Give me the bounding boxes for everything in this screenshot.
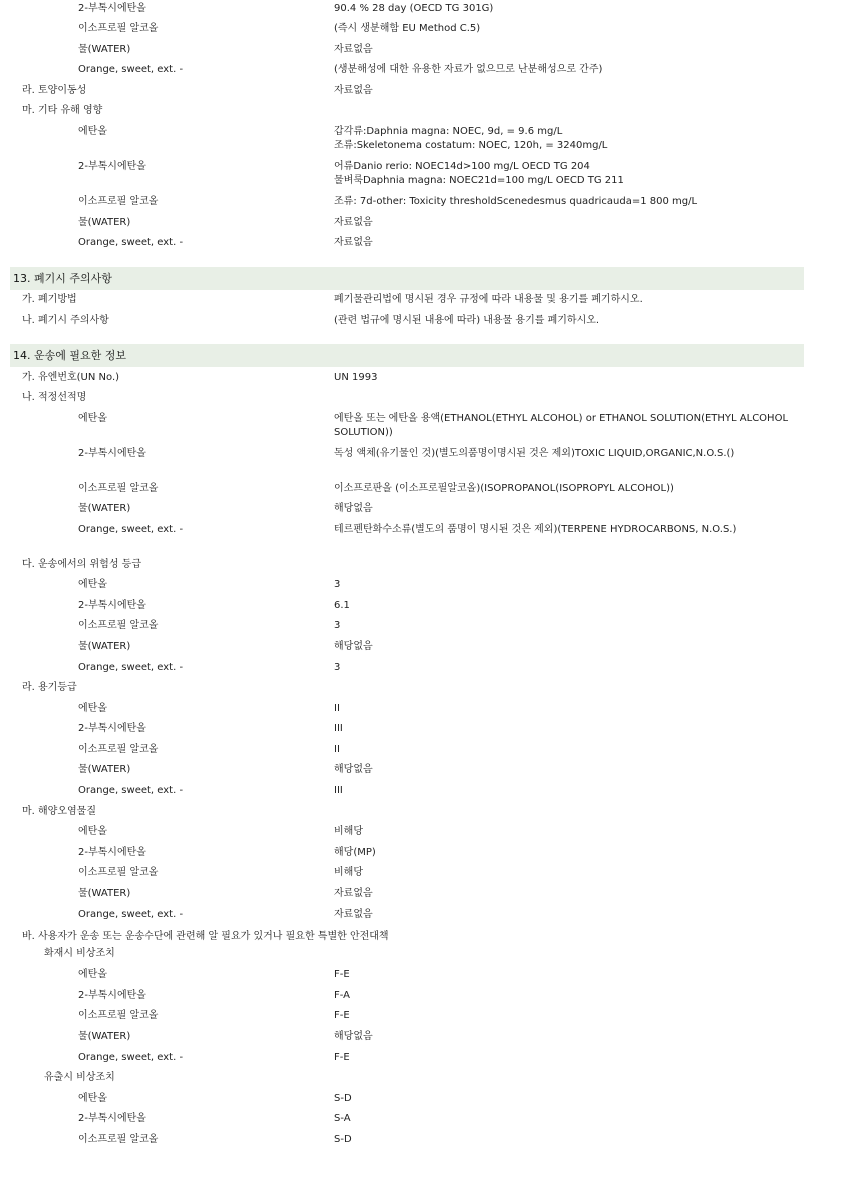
substance-value: 3 xyxy=(334,579,341,590)
substance-label: 에탄올 xyxy=(78,826,107,837)
list-item xyxy=(0,292,804,308)
item-heading: 마. 해양오염물질 xyxy=(22,806,96,817)
substance-label: 이소프로필 알코올 xyxy=(78,867,159,878)
list-item xyxy=(0,907,804,923)
substance-value: F-E xyxy=(334,1052,350,1063)
list-item xyxy=(0,1,804,17)
item-heading: 나. 적정선적명 xyxy=(22,392,87,403)
substance-value: 테르펜탄화수소류(별도의 품명이 명시된 것은 제외)(TERPENE HYDROCARBONS, N.O.S.) xyxy=(334,524,737,535)
substance-label: 이소프로필 알코올 xyxy=(78,196,159,207)
list-item xyxy=(0,159,804,189)
substance-value: 3 xyxy=(334,620,341,631)
item-heading: 가. 유엔번호(UN No.) xyxy=(22,372,120,383)
substance-label: 에탄올 xyxy=(78,1093,107,1104)
substance-label: Orange, sweet, ext. - xyxy=(78,237,184,248)
list-item xyxy=(0,824,804,840)
substance-label: 에탄올 xyxy=(78,126,107,137)
spill-measures-heading xyxy=(0,1070,804,1086)
list-item xyxy=(0,1132,804,1148)
sub-heading: 화재시 비상조치 xyxy=(44,948,115,959)
list-item xyxy=(0,215,804,231)
substance-value: F-A xyxy=(334,990,350,1001)
substance-value: 조류: 7d-other: Toxicity thresholdScenedesmus quadricauda=1 800 mg/L xyxy=(334,196,698,207)
list-item xyxy=(0,865,804,881)
item-value: (관련 법규에 명시된 내용에 따라) 내용물 용기를 폐기하시오. xyxy=(334,315,600,326)
list-item xyxy=(0,235,804,251)
substance-label: 에탄올 xyxy=(78,579,107,590)
substance-label: Orange, sweet, ext. - xyxy=(78,909,184,920)
substance-value: 자료없음 xyxy=(334,217,373,228)
list-item xyxy=(0,313,804,329)
substance-label: 물(WATER) xyxy=(78,764,131,775)
substance-value xyxy=(334,160,794,188)
value-line: 갑각류:Daphnia magna: NOEC, 9d, = 9.6 mg/L xyxy=(334,126,563,137)
substance-value: S-A xyxy=(334,1113,351,1124)
value-line: 물벼룩Daphnia magna: NOEC21d=100 mg/L OECD TG 211 xyxy=(334,175,624,186)
item-heading: 나. 폐기시 주의사항 xyxy=(22,315,109,326)
list-item xyxy=(0,1029,804,1045)
substance-label: Orange, sweet, ext. - xyxy=(78,524,184,535)
substance-value: II xyxy=(334,744,340,755)
substance-label: 물(WATER) xyxy=(78,217,131,228)
list-item xyxy=(0,370,804,386)
substance-value: 90.4 % 28 day (OECD TG 301G) xyxy=(334,3,494,14)
list-item xyxy=(0,783,804,799)
item-value: 폐기물관리법에 명시된 경우 규정에 따라 내용물 및 용기를 폐기하시오. xyxy=(334,294,643,305)
list-item xyxy=(0,742,804,758)
list-item xyxy=(0,1111,804,1127)
sub-heading: 유출시 비상조치 xyxy=(44,1072,115,1083)
substance-label: 이소프로필 알코올 xyxy=(78,1134,159,1145)
substance-value: F-E xyxy=(334,969,350,980)
item-heading: 라. 용기등급 xyxy=(22,682,77,693)
list-item xyxy=(0,42,804,58)
substance-value xyxy=(334,125,794,153)
list-item xyxy=(0,577,804,593)
item-value: 자료없음 xyxy=(334,85,373,96)
list-item xyxy=(0,967,804,983)
list-item xyxy=(0,639,804,655)
substance-label: 물(WATER) xyxy=(78,641,131,652)
substance-label: Orange, sweet, ext. - xyxy=(78,662,184,673)
substance-value: S-D xyxy=(334,1093,352,1104)
substance-value: (생분해성에 대한 유용한 자료가 없으므로 난분해성으로 간주) xyxy=(334,64,603,75)
section-title: 14. 운송에 필요한 정보 xyxy=(13,349,126,362)
list-item xyxy=(0,721,804,737)
substance-value: III xyxy=(334,723,343,734)
substance-label: 2-부톡시에탄올 xyxy=(78,600,146,611)
substance-label: 에탄올 xyxy=(78,413,107,424)
shipping-name-heading xyxy=(0,390,804,406)
value-line: 어류Danio rerio: NOEC14d>100 mg/L OECD TG 204 xyxy=(334,161,590,172)
substance-value: 해당없음 xyxy=(334,641,373,652)
substance-label: 이소프로필 알코올 xyxy=(78,744,159,755)
item-heading: 마. 기타 유해 영향 xyxy=(22,105,103,116)
substance-value: 자료없음 xyxy=(334,44,373,55)
substance-label: 2-부톡시에탄올 xyxy=(78,448,146,459)
substance-label: 물(WATER) xyxy=(78,44,131,55)
substance-label: 2-부톡시에탄올 xyxy=(78,3,146,14)
substance-value: 해당(MP) xyxy=(334,847,376,858)
list-item xyxy=(0,124,804,154)
other-effects-heading xyxy=(0,103,804,119)
list-item xyxy=(0,1091,804,1107)
substance-value: F-E xyxy=(334,1010,350,1021)
list-item xyxy=(0,988,804,1004)
list-item xyxy=(0,1008,804,1024)
list-item xyxy=(0,501,804,517)
special-precautions-heading xyxy=(0,929,804,945)
substance-value: III xyxy=(334,785,343,796)
substance-value: 3 xyxy=(334,662,341,673)
section-title: 13. 폐기시 주의사항 xyxy=(13,272,112,285)
list-item xyxy=(0,62,804,78)
list-item xyxy=(0,194,804,210)
list-item xyxy=(0,21,804,37)
substance-value: 자료없음 xyxy=(334,888,373,899)
list-item xyxy=(0,845,804,861)
substance-label: 물(WATER) xyxy=(78,888,131,899)
substance-value: 독성 액체(유기물인 것)(별도의품명이명시된 것은 제외)TOXIC LIQUID,ORGANIC,N.O.S.() xyxy=(334,448,735,459)
substance-label: 에탄올 xyxy=(78,703,107,714)
list-item xyxy=(0,886,804,902)
substance-label: 이소프로필 알코올 xyxy=(78,620,159,631)
item-heading: 바. 사용자가 운송 또는 운송수단에 관련해 알 필요가 있거나 필요한 특별한 안전대책 xyxy=(22,931,389,942)
soil-mobility-row xyxy=(0,83,804,99)
substance-label: 2-부톡시에탄올 xyxy=(78,161,146,172)
substance-value: 비해당 xyxy=(334,867,363,878)
marine-pollutant-heading xyxy=(0,804,804,820)
substance-label: 물(WATER) xyxy=(78,1031,131,1042)
substance-value: 해당없음 xyxy=(334,764,373,775)
substance-label: 이소프로필 알코올 xyxy=(78,23,159,34)
substance-value: 비해당 xyxy=(334,826,363,837)
substance-value: II xyxy=(334,703,340,714)
substance-label: 물(WATER) xyxy=(78,503,131,514)
list-item xyxy=(0,411,804,441)
value-line: 조류:Skeletonema costatum: NOEC, 120h, = 3240mg/L xyxy=(334,140,608,151)
substance-label: 에탄올 xyxy=(78,969,107,980)
substance-value: 이소프로판올 (이소프로필알코올)(ISOPROPANOL(ISOPROPYL ALCOHOL)) xyxy=(334,483,674,494)
substance-label: Orange, sweet, ext. - xyxy=(78,785,184,796)
section-header xyxy=(10,344,804,367)
fire-measures-heading xyxy=(0,946,804,962)
substance-value: 자료없음 xyxy=(334,909,373,920)
substance-value: 6.1 xyxy=(334,600,350,611)
substance-value: S-D xyxy=(334,1134,352,1145)
list-item xyxy=(0,481,804,497)
substance-label: 이소프로필 알코올 xyxy=(78,483,159,494)
list-item xyxy=(0,598,804,614)
substance-value: (즉시 생분해함 EU Method C.5) xyxy=(334,23,481,34)
substance-label: 2-부톡시에탄올 xyxy=(78,847,146,858)
item-heading: 가. 폐기방법 xyxy=(22,294,77,305)
packing-group-heading xyxy=(0,680,804,696)
list-item xyxy=(0,701,804,717)
item-value: UN 1993 xyxy=(334,372,378,383)
hazard-class-heading xyxy=(0,557,804,573)
substance-value: 자료없음 xyxy=(334,237,373,248)
list-item xyxy=(0,618,804,634)
substance-value: 에탄올 또는 에탄올 용액(ETHANOL(ETHYL ALCOHOL) or ETHANOL SOLUTION(ETHYL ALCOHOL SOLUTION)) xyxy=(334,413,789,438)
item-heading: 다. 운송에서의 위험성 등급 xyxy=(22,559,141,570)
section-header xyxy=(10,267,804,290)
substance-value: 해당없음 xyxy=(334,1031,373,1042)
list-item xyxy=(0,522,804,538)
list-item xyxy=(0,762,804,778)
substance-label: 이소프로필 알코올 xyxy=(78,1010,159,1021)
substance-label: 2-부톡시에탄올 xyxy=(78,990,146,1001)
list-item xyxy=(0,660,804,676)
item-heading: 라. 토양이동성 xyxy=(22,85,87,96)
substance-label: Orange, sweet, ext. - xyxy=(78,1052,184,1063)
substance-label: 2-부톡시에탄올 xyxy=(78,723,146,734)
list-item xyxy=(0,446,804,462)
list-item xyxy=(0,1050,804,1066)
substance-label: 2-부톡시에탄올 xyxy=(78,1113,146,1124)
substance-label: Orange, sweet, ext. - xyxy=(78,64,184,75)
substance-value: 해당없음 xyxy=(334,503,373,514)
